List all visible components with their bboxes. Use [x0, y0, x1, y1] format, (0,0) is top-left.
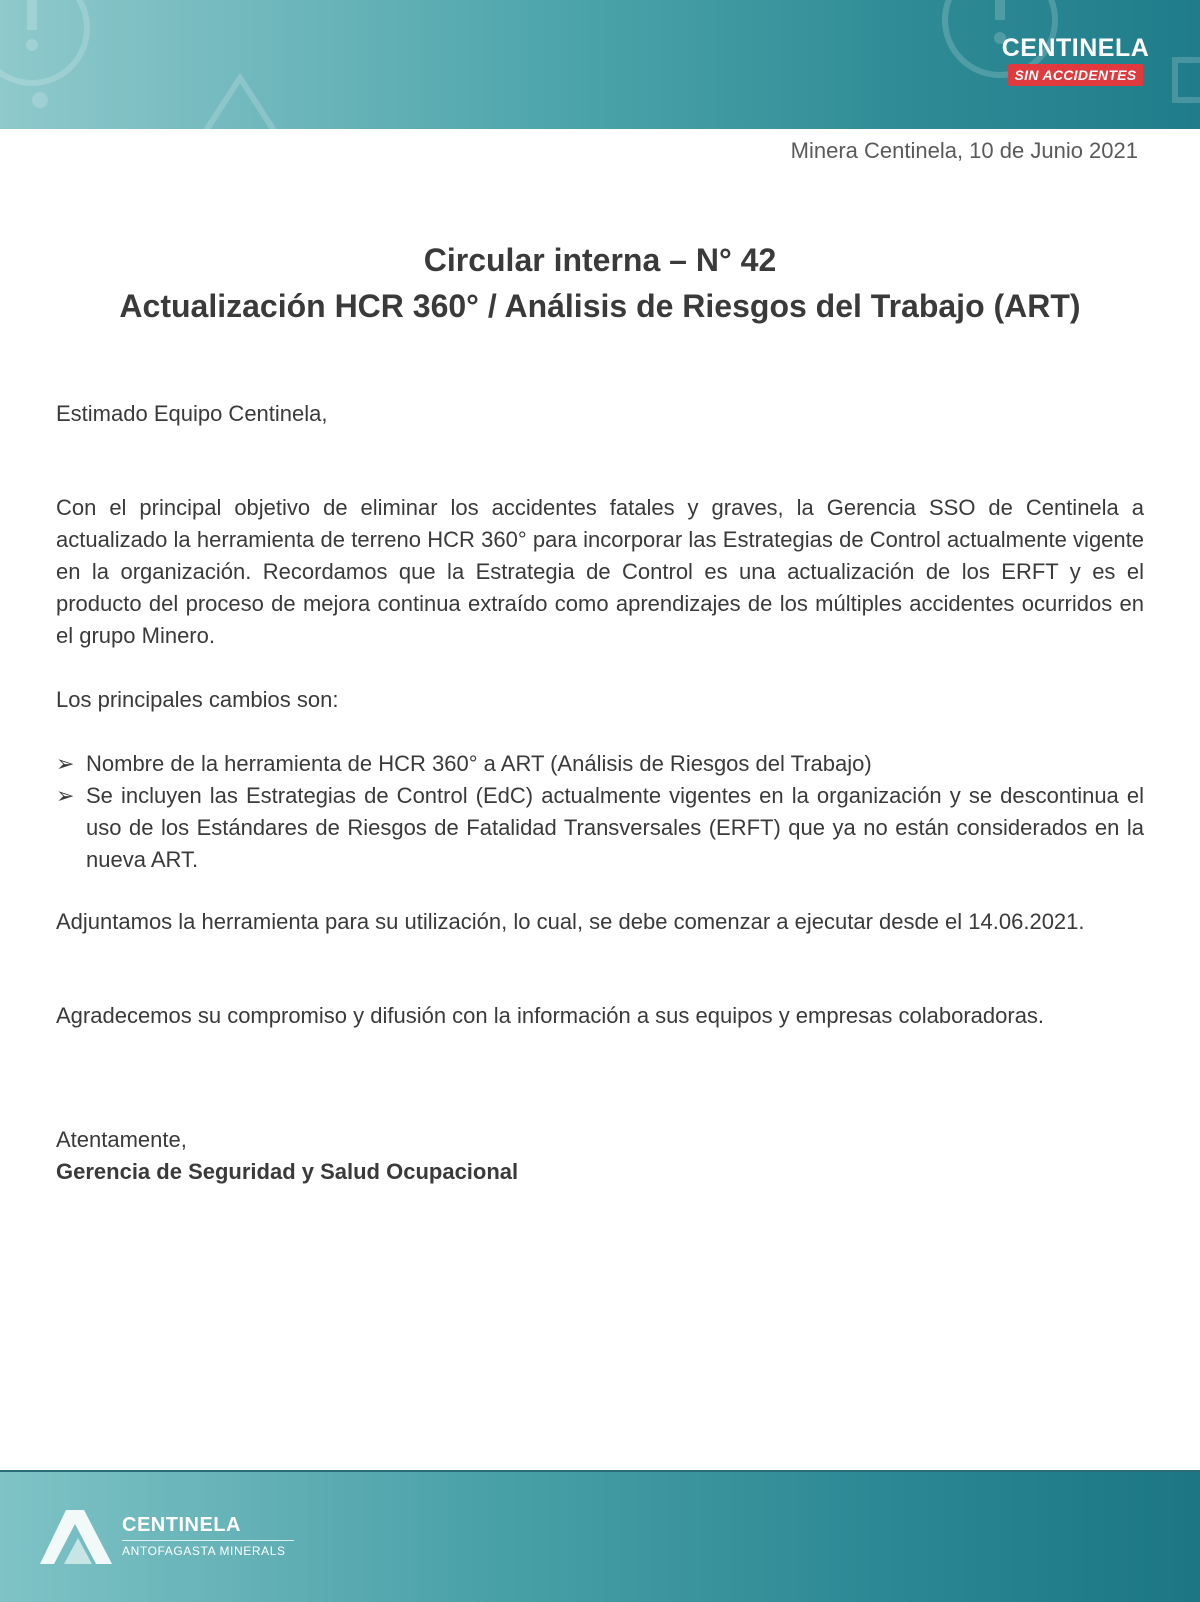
footer-banner — [0, 1470, 1200, 1602]
brand-name: CENTINELA — [1001, 34, 1150, 62]
header-banner — [0, 0, 1200, 129]
date-line: Minera Centinela, 10 de Junio 2021 — [790, 138, 1138, 163]
list-item-text: Se incluyen las Estrategias de Control (EdC) actualmente vigentes en la organización y se descontinua el uso de los Estándares de Riesgos de Fatalidad Transversales (ERFT) que ya no están considerados en la nueva ART. — [86, 783, 1144, 872]
greeting: Estimado Equipo Centinela, — [56, 401, 328, 426]
signature: Gerencia de Seguridad y Salud Ocupacional — [56, 1159, 519, 1184]
brand-tag: SIN ACCIDENTES — [1008, 64, 1144, 86]
list-item — [56, 780, 1144, 876]
changes-list — [56, 748, 1144, 876]
arrow-bullet-icon: ➢ — [56, 751, 75, 776]
footer-group-name: ANTOFAGASTA MINERALS — [122, 1544, 286, 1558]
antofagasta-mountain-logo — [40, 1508, 114, 1566]
footer-company-name: CENTINELA — [122, 1514, 241, 1536]
centinela-sin-accidentes-logo — [993, 34, 1158, 86]
list-item-text: Nombre de la herramienta de HCR 360° a ART (Análisis de Riesgos del Trabajo) — [86, 751, 872, 776]
changes-intro: Los principales cambios son: — [56, 687, 339, 712]
circular-title: Circular interna – N° 42 — [423, 242, 777, 278]
arrow-bullet-icon: ➢ — [56, 783, 75, 808]
thanks-paragraph: Agradecemos su compromiso y difusión con la información a sus equipos y empresas colaboradoras. — [56, 1003, 1045, 1028]
list-item — [56, 748, 1144, 780]
closing: Atentamente, — [56, 1127, 187, 1152]
start-date-paragraph: Adjuntamos la herramienta para su utilización, lo cual, se debe comenzar a ejecutar desde el 14.06.2021. — [56, 909, 1085, 934]
circular-subtitle: Actualización HCR 360° / Análisis de Riesgos del Trabajo (ART) — [119, 288, 1081, 324]
intro-paragraph: Con el principal objetivo de eliminar los accidentes fatales y graves, la Gerencia SSO de Centinela a actualizado la herramienta de terreno HCR 360° para incorporar las Estrategias de Control actualmente vigente en la organización. Recordamos que la Estrategia de Control es una actualización de los ERFT y es el producto del proceso de mejora continua extraído como aprendizajes de los múltiples accidentes ocurridos en el grupo Minero. — [56, 495, 1144, 648]
footer-divider — [122, 1540, 294, 1541]
